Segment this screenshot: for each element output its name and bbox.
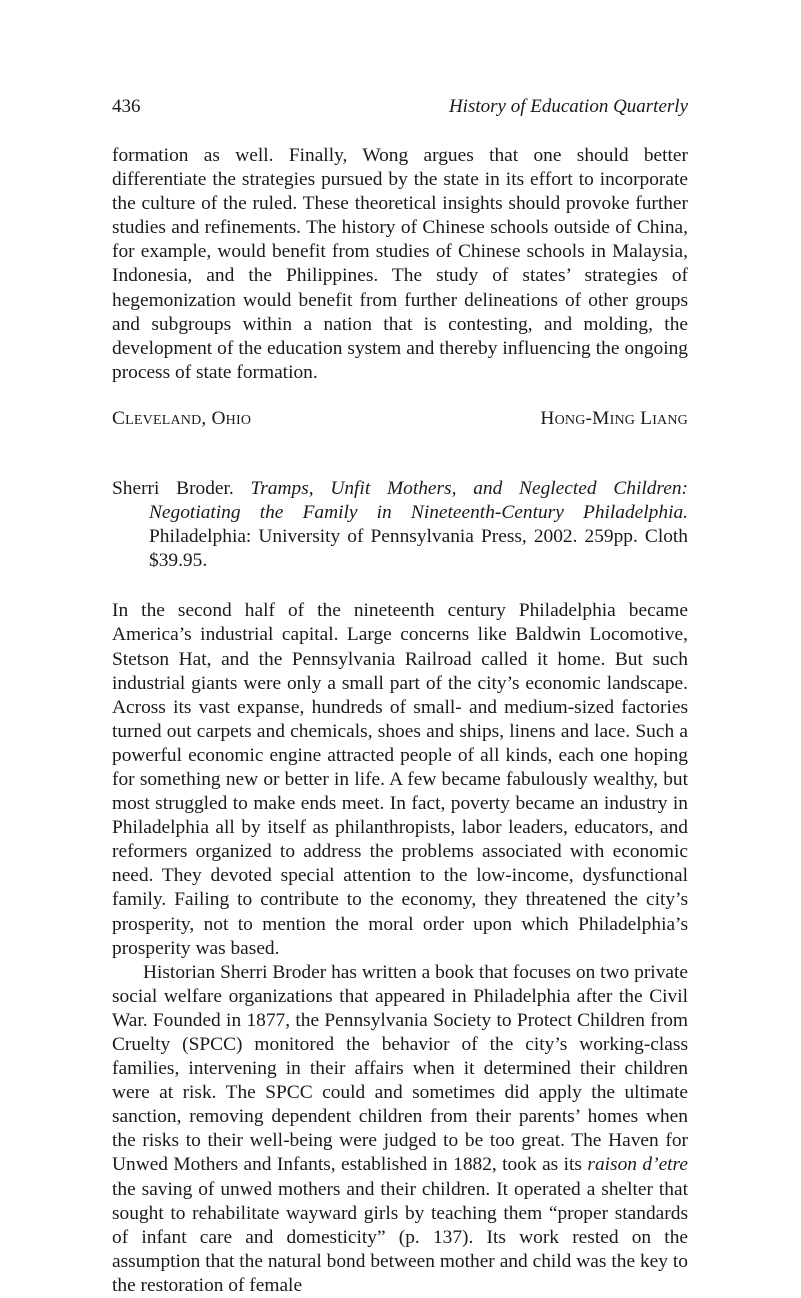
journal-title: History of Education Quarterly (448, 96, 688, 117)
book-author: Sherri Broder. (112, 477, 234, 499)
review-paragraph-2-end: the saving of unwed mothers and their children. It operated a shelter that sought to rehabilitate wayward girls by teaching them “proper standards of infant care and domesticity” (p. 137). Its work rested on the assumption that the natural bond between mother and child was the key to the restoration of female (112, 1178, 688, 1296)
review-body (112, 599, 688, 1298)
running-head (112, 95, 688, 119)
page-number: 436 (112, 96, 141, 117)
review-signature (112, 407, 688, 431)
review-paragraph-1: In the second half of the nineteenth century Philadelphia became America’s industrial capital. Large concerns like Baldwin Locomotive, Stetson Hat, and the Pennsylvania Railroad called it home. But such industrial giants were only a small part of the city’s economic landscape. Across its vast expanse, hundreds of small- and medium-sized factories turned out carpets and chemicals, shoes and ships, linens and lace. Such a powerful economic engine attracted people of all kinds, each one hoping for something new or better in life. A few became fabulously wealthy, but most struggled to make ends meet. In fact, poverty became an industry in Philadelphia all by itself as philanthropists, labor leaders, educators, and reformers organized to address the problems associated with economic need. They devoted special attention to the low-income, dysfunctional family. Failing to contribute to the economy, they threatened the city’s prosperity, not to mention the moral order upon which Philadelphia’s prosperity was based. (112, 600, 688, 959)
reviewer-name: Hong-Ming Liang (540, 407, 688, 429)
journal-page (112, 95, 688, 1298)
review-paragraph-2 (112, 961, 688, 1298)
book-title: Tramps, Unfit Mothers, and Neglected Children: Negotiating the Family in Nineteenth-Century Philadelphia. (149, 477, 689, 524)
review-paragraph-2-start: Historian Sherri Broder has written a book that focuses on two private social welfare organizations that appeared in Philadelphia after the Civil War. Founded in 1877, the Pennsylvania Society to Protect Children from Cruelty (SPCC) monitored the behavior of the city’s working-class families, intervening in their affairs when it determined their children were at risk. The SPCC could and sometimes did apply the ultimate sanction, removing dependent children from their parents’ homes when the risks to their well-being were judged to be too great. The Haven for Unwed Mothers and Infants, established in 1882, took as its (112, 961, 688, 1176)
previous-review-paragraph: formation as well. Finally, Wong argues that one should better differentiate the strategies pursued by the state in its effort to incorporate the culture of the ruled. These theoretical insights should provoke further studies and refinements. The history of Chinese schools outside of China, for example, would benefit from studies of Chinese schools in Malaysia, Indonesia, and the Philippines. The study of states’ strategies of hegemonization would benefit from further delineations of other groups and subgroups within a nation that is contesting, and molding, the development of the education system and thereby influencing the ongoing process of state formation. (112, 145, 688, 383)
book-publisher: Philadelphia: University of Pennsylvania Press, 2002. 259pp. Cloth $39.95. (149, 526, 688, 572)
review-paragraph-2-italic: raison d’etre (587, 1154, 688, 1176)
book-citation (112, 477, 688, 573)
reviewer-location: Cleveland, Ohio (112, 407, 252, 429)
